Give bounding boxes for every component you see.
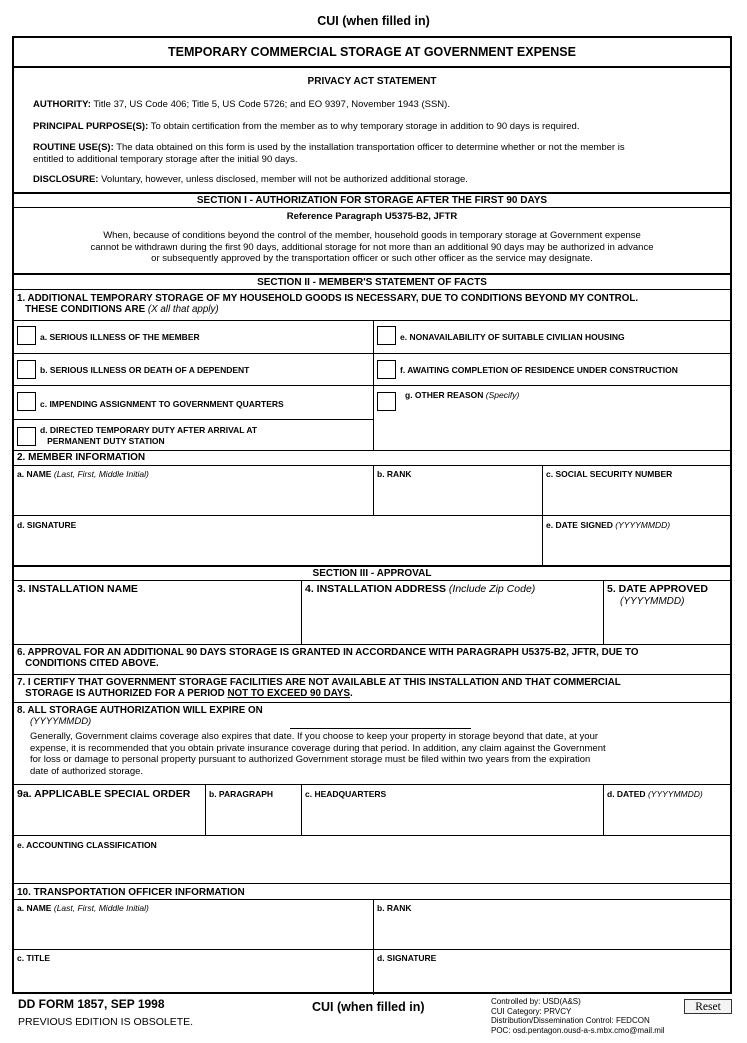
previous-edition: PREVIOUS EDITION IS OBSOLETE.	[18, 1016, 194, 1028]
item10-heading-row	[14, 883, 730, 899]
member-info-row2	[14, 515, 730, 565]
installation-address-text: 4. INSTALLATION ADDRESS	[305, 583, 446, 595]
section1-reference: Reference Paragraph U5375-B2, JFTR	[286, 211, 458, 222]
condition-e	[374, 321, 730, 353]
distribution-control: Distribution/Dissemination Control: FEDCON	[491, 1016, 650, 1026]
checkbox-a[interactable]	[17, 326, 36, 345]
section1-heading: SECTION I - AUTHORIZATION FOR STORAGE AFTER THE FIRST 90 DAYS	[14, 192, 730, 207]
condition-e-label: e. NONAVAILABILITY OF SUITABLE CIVILIAN HOUSING	[400, 332, 625, 342]
item10-heading: 10. TRANSPORTATION OFFICER INFORMATION	[17, 887, 245, 898]
item7-line1: 7. I CERTIFY THAT GOVERNMENT STORAGE FACILITIES ARE NOT AVAILABLE AT THIS INSTALLATION AND THAT COMMERCIAL	[17, 677, 621, 688]
officer-name-label	[17, 903, 149, 913]
item8-hint: (YYYYMMDD)	[30, 716, 92, 727]
routine-text-2: entitled to additional temporary storage after the initial 90 days.	[33, 153, 298, 165]
cui-marking-top: CUI (when filled in)	[317, 14, 430, 28]
condition-b-label: b. SERIOUS ILLNESS OR DEATH OF A DEPENDENT	[40, 365, 250, 375]
dated-label	[607, 789, 703, 799]
condition-d-label-1: d. DIRECTED TEMPORARY DUTY AFTER ARRIVAL AT	[40, 425, 258, 435]
disclosure-label: DISCLOSURE:	[33, 174, 99, 185]
member-ssn-cell[interactable]	[542, 466, 730, 516]
date-signed-text: e. DATE SIGNED	[546, 520, 613, 530]
condition-d-label	[40, 425, 257, 446]
item6-row	[14, 644, 730, 674]
section1-text-3: or subsequently approved by the transportation officer or such other officer as the service may designate.	[151, 253, 593, 264]
item8-p4: date of authorized storage.	[30, 765, 144, 777]
condition-g	[374, 385, 730, 451]
date-signed-cell[interactable]	[542, 516, 730, 566]
item6-line2: CONDITIONS CITED ABOVE.	[25, 657, 159, 669]
condition-g-text: g. OTHER REASON	[405, 390, 484, 400]
item1-text	[17, 294, 727, 315]
dated-text: d. DATED	[607, 789, 646, 799]
officer-title-label: c. TITLE	[17, 953, 51, 963]
installation-address-cell[interactable]	[301, 581, 604, 645]
condition-f-label: f. AWAITING COMPLETION OF RESIDENCE UNDER CONSTRUCTION	[400, 365, 678, 375]
item7-limit: NOT TO EXCEED 90 DAYS	[227, 687, 350, 699]
member-ssn-label: c. SOCIAL SECURITY NUMBER	[546, 469, 673, 479]
officer-name-hint: (Last, First, Middle Initial)	[53, 903, 149, 913]
cui-category: CUI Category: PRVCY	[491, 1006, 572, 1016]
poc: POC: osd.pentagon.ousd-a-s.mbx.cmo@mail.mil	[491, 1025, 665, 1035]
approval-row	[14, 580, 730, 644]
item7-text	[17, 678, 621, 699]
special-order-label: 9a. APPLICABLE SPECIAL ORDER	[17, 788, 191, 800]
accounting-row[interactable]	[14, 835, 730, 883]
item8-p3: for loss or damage to personal property pursuant to authorized Government storage must be filed within two years from the expiration	[30, 754, 591, 765]
item8-p1: Generally, Government claims coverage also expires that date. If you choose to keep your property in storage beyond that date, at your	[30, 731, 599, 742]
officer-signature-label: d. SIGNATURE	[377, 953, 437, 963]
condition-c	[14, 385, 373, 419]
paragraph-label: b. PARAGRAPH	[209, 789, 274, 799]
conditions-grid	[14, 320, 730, 450]
item1-hint: (X all that apply)	[147, 303, 219, 315]
dated-cell[interactable]	[603, 785, 730, 836]
section1-text-2: cannot be withdrawn during the first 90 days, additional storage for not more than an additional 90 days may be authorized in advance	[90, 241, 654, 253]
checkbox-d[interactable]	[17, 427, 36, 446]
installation-address-label	[305, 583, 535, 595]
item2-heading: 2. MEMBER INFORMATION	[14, 450, 730, 465]
date-signed-hint: (YYYYMMDD)	[615, 520, 671, 530]
condition-g-label	[405, 390, 519, 400]
headquarters-label: c. HEADQUARTERS	[305, 789, 387, 799]
authority-label: AUTHORITY:	[33, 99, 91, 110]
condition-a	[14, 321, 373, 353]
purpose-line	[33, 121, 723, 132]
section1-text	[14, 230, 730, 265]
section3-heading: SECTION III - APPROVAL	[14, 565, 730, 580]
member-rank-label: b. RANK	[377, 469, 412, 479]
date-approved-cell[interactable]	[603, 581, 730, 645]
disclosure-line	[33, 174, 723, 185]
expiration-date-line[interactable]	[290, 728, 471, 729]
item1-line1: 1. ADDITIONAL TEMPORARY STORAGE OF MY HOUSEHOLD GOODS IS NECESSARY, DUE TO CONDITIONS BEYOND MY CONTROL.	[17, 293, 639, 304]
item6-text	[17, 648, 638, 669]
date-approved-hint: (YYYYMMDD)	[620, 596, 685, 607]
member-name-hint: (Last, First, Middle Initial)	[53, 469, 149, 479]
item8-label: 8. ALL STORAGE AUTHORIZATION WILL EXPIRE ON	[17, 705, 263, 716]
item8-p2: expense, it is recommended that you obtain private insurance coverage during that period. In addition, any claim against the Government	[30, 742, 606, 754]
authority-text: Title 37, US Code 406; Title 5, US Code 5726; and EO 9397, November 1943 (SSN).	[93, 99, 450, 110]
checkbox-f[interactable]	[377, 360, 396, 379]
condition-c-label: c. IMPENDING ASSIGNMENT TO GOVERNMENT QUARTERS	[40, 399, 284, 409]
controlled-by: Controlled by: USD(A&S)	[491, 997, 581, 1006]
section1-text-1: When, because of conditions beyond the control of the member, household goods in temporary storage at Government expense	[103, 230, 641, 241]
installation-name-label: 3. INSTALLATION NAME	[17, 583, 138, 595]
checkbox-b[interactable]	[17, 360, 36, 379]
form-frame	[12, 36, 732, 994]
section1-body	[14, 207, 730, 273]
date-approved-label: 5. DATE APPROVED	[607, 583, 708, 595]
item7-period: .	[349, 687, 353, 699]
officer-name-text: a. NAME	[17, 903, 52, 913]
routine-text-1: The data obtained on this form is used by the installation transportation officer to determine whether or not the member is	[116, 142, 625, 153]
form-id: DD FORM 1857, SEP 1998	[18, 997, 165, 1011]
authority-line	[33, 99, 723, 110]
item9-row	[14, 784, 730, 835]
checkbox-c[interactable]	[17, 392, 36, 411]
routine-label: ROUTINE USE(S):	[33, 142, 114, 153]
privacy-act-block	[14, 66, 730, 198]
officer-row1	[14, 899, 730, 949]
member-rank-cell[interactable]	[373, 466, 543, 516]
cui-block	[491, 997, 665, 1035]
item8-paragraph	[30, 731, 726, 777]
form-title: TEMPORARY COMMERCIAL STORAGE AT GOVERNMENT EXPENSE	[168, 45, 576, 59]
cui-marking-bottom: CUI (when filled in)	[312, 1000, 425, 1014]
routine-line	[33, 142, 723, 165]
item7-line2: STORAGE IS AUTHORIZED FOR A PERIOD	[25, 687, 225, 699]
member-name-label	[17, 469, 149, 479]
dated-hint: (YYYYMMDD)	[647, 789, 703, 799]
member-name-text: a. NAME	[17, 469, 52, 479]
officer-signature-cell[interactable]	[373, 950, 730, 995]
checkbox-e[interactable]	[377, 326, 396, 345]
officer-row2	[14, 949, 730, 994]
purpose-text: To obtain certification from the member as to why temporary storage in addition to 90 days is required.	[150, 121, 580, 132]
item1-line2: THESE CONDITIONS ARE	[25, 303, 146, 315]
privacy-heading: PRIVACY ACT STATEMENT	[307, 76, 437, 87]
item8-row	[14, 702, 730, 784]
condition-b	[14, 353, 373, 385]
condition-d-label-2: PERMANENT DUTY STATION	[47, 435, 165, 446]
officer-rank-label: b. RANK	[377, 903, 412, 913]
item6-line1: 6. APPROVAL FOR AN ADDITIONAL 90 DAYS STORAGE IS GRANTED IN ACCORDANCE WITH PARAGRAPH U5375-B2, JFTR, DUE TO	[17, 647, 639, 658]
disclosure-text: Voluntary, however, unless disclosed, member will not be authorized additional storage.	[101, 174, 468, 185]
reset-button[interactable]: Reset	[684, 999, 732, 1014]
headquarters-cell[interactable]	[301, 785, 604, 836]
condition-a-label: a. SERIOUS ILLNESS OF THE MEMBER	[40, 332, 200, 342]
condition-f	[374, 353, 730, 385]
accounting-label: e. ACCOUNTING CLASSIFICATION	[17, 840, 157, 850]
paragraph-cell[interactable]	[205, 785, 301, 836]
member-info-row1	[14, 465, 730, 515]
officer-rank-cell[interactable]	[373, 900, 730, 950]
purpose-label: PRINCIPAL PURPOSE(S):	[33, 121, 149, 132]
installation-address-hint: (Include Zip Code)	[448, 583, 536, 595]
item1-header	[14, 289, 730, 320]
section2-heading: SECTION II - MEMBER'S STATEMENT OF FACTS	[14, 273, 730, 289]
member-signature-label: d. SIGNATURE	[17, 520, 77, 530]
condition-d	[14, 419, 373, 451]
item7-row	[14, 674, 730, 702]
checkbox-g[interactable]	[377, 392, 396, 411]
date-signed-label	[546, 520, 670, 530]
condition-g-hint: (Specify)	[485, 390, 520, 400]
